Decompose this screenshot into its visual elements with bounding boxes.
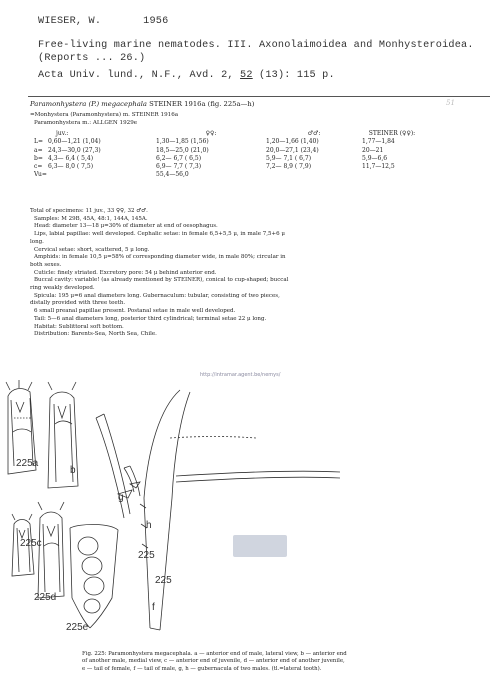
table-cell: 0,60—1,21 (1,04) xyxy=(48,138,101,146)
table-cell: 6,9— 7,7 ( 7,3) xyxy=(156,163,202,171)
description-line: 6 small preanal papillae present. Postanal setae in male well developed. xyxy=(34,308,236,315)
table-cell: Vu= xyxy=(34,171,47,179)
table-row xyxy=(34,171,422,179)
description-line: Buccal cavity: variable! (as already mentioned by STEINER), conical to cup-shaped; buccal xyxy=(34,277,289,284)
description-line: long. xyxy=(30,238,44,245)
table-cell xyxy=(34,130,48,138)
header-reports: (Reports ... 26.) xyxy=(38,53,146,64)
citation-volume: 52 xyxy=(240,70,253,81)
measurements-table xyxy=(34,130,422,180)
synonym-line-2: Paramonhystera m.: ALLGEN 1929e xyxy=(34,120,138,126)
table-cell: 1,20—1,66 (1,40) xyxy=(266,138,319,146)
table-cell: 18,5—25,0 (21,0) xyxy=(156,146,209,154)
table-cell: 24,3—30,0 (27,3) xyxy=(48,146,101,154)
table-cell: 20—21 xyxy=(362,146,384,154)
label-225-num2: 225 xyxy=(155,575,172,586)
table-cell: 5,9— 7,1 ( 6,7) xyxy=(266,154,312,162)
header-year: 1956 xyxy=(143,16,169,27)
header-author: WIESER, W. xyxy=(38,16,102,27)
table-row xyxy=(34,138,422,146)
description-line: Cervical setae: short, scattered, 5 μ long. xyxy=(34,246,150,253)
table-row xyxy=(34,147,422,155)
citation-pre: Acta Univ. lund., N.F., Avd. 2, xyxy=(38,70,241,81)
description-line: Cuticle: finely striated. Excretory pore: 54 μ behind anterior end. xyxy=(34,269,217,276)
description-line: Distribution: Barents-Sea, North Sea, Chile. xyxy=(34,331,157,338)
drawing-225g xyxy=(96,414,132,518)
table-cell xyxy=(266,171,362,179)
description-line: Samples: M 29B, 45A, 48:1, 144A, 145A. xyxy=(34,215,148,222)
description-line: Amphids: in female 10,5 μ=58% of corresponding diameter wide, in male 80%; circular in xyxy=(34,254,286,261)
table-cell: a= xyxy=(34,146,43,154)
table-cell: c= xyxy=(34,163,43,171)
table-cell: L= xyxy=(34,138,44,146)
synonym-line-1: =Monhystera (Paramonhystera) m. STEINER 1916a xyxy=(30,112,179,118)
table-cell: ♀♀: xyxy=(205,130,217,137)
table-header-row xyxy=(34,130,422,138)
table-cell xyxy=(362,171,422,179)
header-title: Free-living marine nematodes. III. Axonolaimoidea and Monhysteroidea. xyxy=(38,40,474,51)
description-line: Tail: 5—6 anal diameters long, posterior third cylindrical; terminal setae 22 μ long. xyxy=(34,315,267,322)
species-authority: STEINER 1916a (fig. 225a—h) xyxy=(146,100,255,108)
label-g: g xyxy=(118,492,124,503)
table-cell: 6,2— 6,7 ( 6,5) xyxy=(156,154,202,162)
table-cell: 4,3— 6,4 ( 5,4) xyxy=(48,154,94,162)
label-b: b xyxy=(70,465,76,476)
table-row xyxy=(34,155,422,163)
table-cell: juv.: xyxy=(56,130,69,137)
figure-225-drawings xyxy=(0,378,504,648)
header-citation xyxy=(38,70,335,81)
species-name: Paramonhystera (P.) megacephala xyxy=(30,100,147,108)
description-line: both sexes. xyxy=(30,261,62,268)
description-line: Lips, labial papillae: well developed. Cephalic setae: in female 6,5+5,5 μ, in male 7,5+6 μ xyxy=(34,231,285,238)
table-cell: 6,3— 8,0 ( 7,5) xyxy=(48,163,94,171)
label-225d: 225d xyxy=(34,592,57,603)
page-mark: 51 xyxy=(446,99,455,107)
label-225e: 225e xyxy=(66,622,89,633)
table-cell: 5,9—6,6 xyxy=(362,154,388,162)
description-line: ring weakly developed. xyxy=(30,285,95,292)
header-rule xyxy=(28,96,490,97)
watermark-stamp xyxy=(233,535,287,557)
table-cell: 7,2— 8,9 ( 7,9) xyxy=(266,163,312,171)
description-line: Habitat: Sublittoral soft bottom. xyxy=(34,323,124,330)
table-cell xyxy=(48,171,156,179)
caption-line: of another male, medial view, c — anterior end of juvenile, d — anterior end of another juvenile, xyxy=(82,658,345,665)
table-cell: 55,4—56,0 xyxy=(156,171,189,179)
species-heading xyxy=(30,100,254,108)
table-cell: 1,77—1,84 xyxy=(362,138,395,146)
figure-caption xyxy=(82,651,492,673)
caption-line: e — tail of female, f — tail of male, g, h — gubernacula of two males. (tl.=lateral tooth). xyxy=(82,665,322,672)
table-cell: b= xyxy=(34,154,43,162)
drawing-225f xyxy=(140,390,340,630)
table-cell: 20,0—27,1 (23,4) xyxy=(266,146,319,154)
description-line: Total of specimens: 11 juv., 33 ♀♀, 32 ♂♂. xyxy=(30,208,148,214)
label-f: f xyxy=(152,602,155,613)
description-line: distally provided with three teeth. xyxy=(30,300,126,307)
table-row xyxy=(34,163,422,171)
watermark-url: http://intramar.agent.be/nemys/ xyxy=(200,372,281,378)
drawing-225d xyxy=(38,502,64,598)
caption-line: Fig. 225: Paramonhystera megacephala. a — anterior end of male, lateral view, b — anterior end xyxy=(82,651,347,657)
description-line: Head: diameter 13—18 μ=30% of diameter at end of oesophagus. xyxy=(34,223,218,230)
table-cell: 11,7—12,5 xyxy=(362,163,395,171)
description-text xyxy=(30,208,478,339)
table-cell: ♂♂: xyxy=(307,130,321,137)
description-line: Spicula: 195 μ=6 anal diameters long. Gubernaculum: tubular, consisting of two pieces, xyxy=(34,292,280,299)
label-225c: 225c xyxy=(20,538,42,549)
table-cell: 1,30—1,85 (1,56) xyxy=(156,138,209,146)
drawing-225e xyxy=(70,524,118,628)
table-cell: STEINER (♀♀): xyxy=(368,130,416,137)
label-225a: 225a xyxy=(16,458,39,469)
label-h: h xyxy=(146,520,152,531)
header-author-line xyxy=(38,16,168,27)
citation-post: (13): 115 p. xyxy=(252,70,335,81)
label-225-num1: 225 xyxy=(138,550,155,561)
